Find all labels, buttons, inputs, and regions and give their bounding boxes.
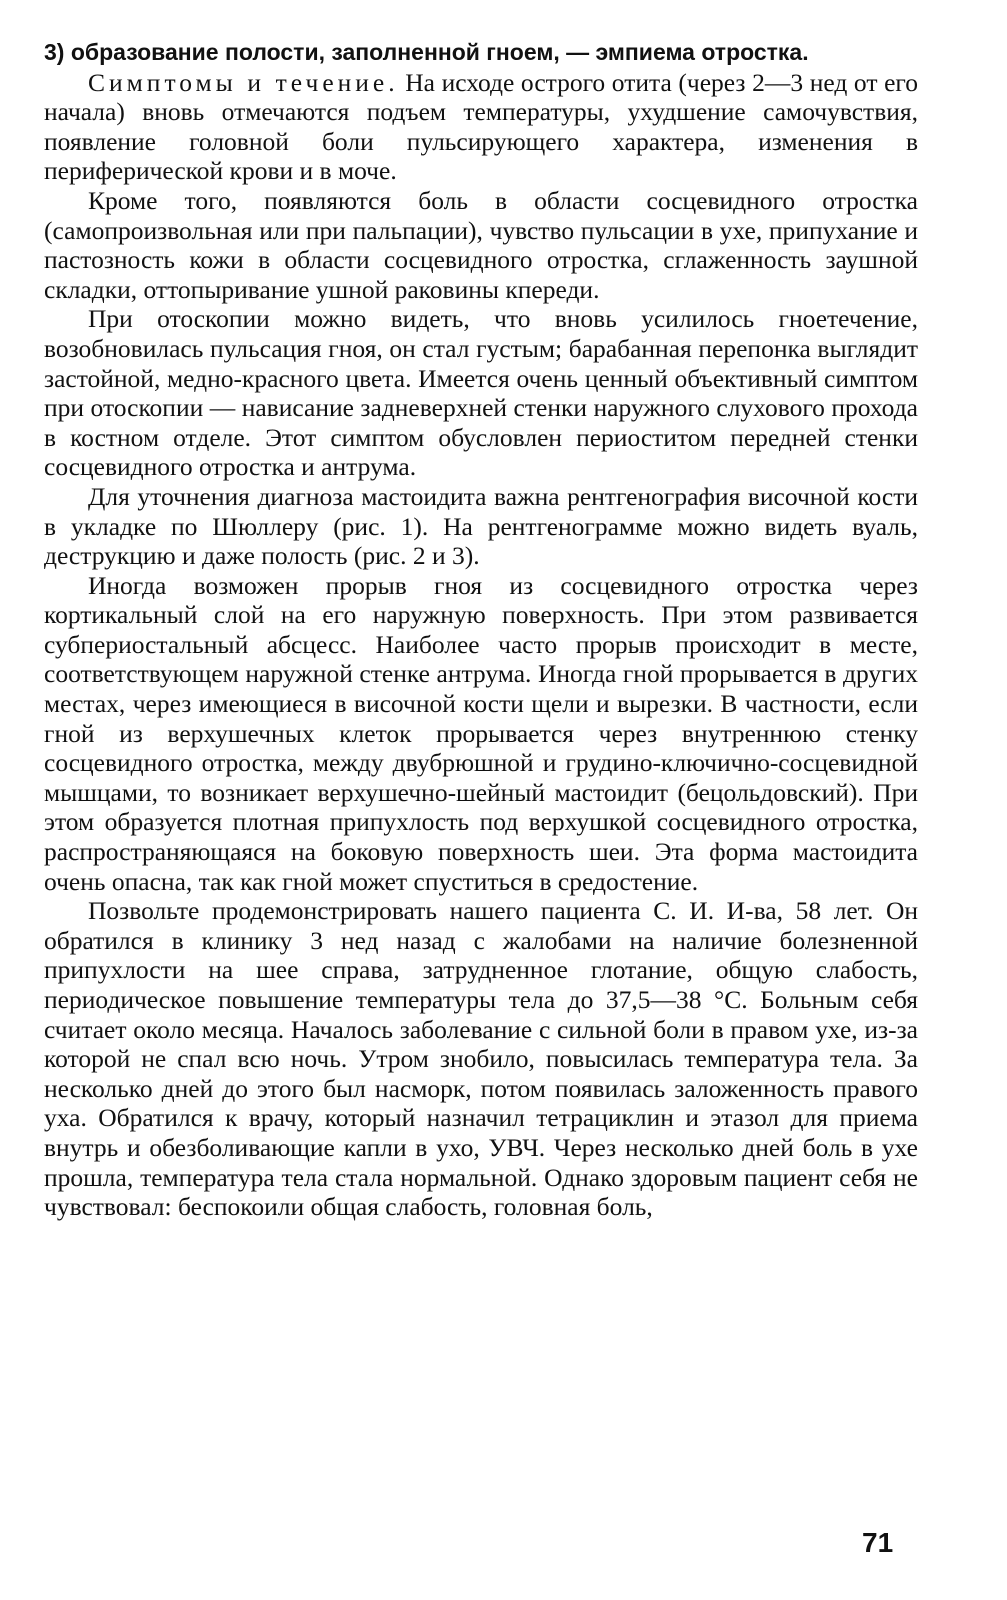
section-lead-symptoms: Симптомы и течение.: [88, 67, 399, 97]
paragraph-otoscopy: При отоскопии можно видеть, что вновь усилилось гноетечение, возобновилась пульсация гноя, он стал густым; барабанная перепонка выглядит застойной, медно-красного цвета. Имеется очень ценный объективный симптом при отоскопии — нависание задневерхней стенки наружного слухового прохода в костном отделе. Этот симптом обусловлен периоститом передней стенки сосцевидного отростка и антрума.: [44, 304, 918, 482]
paragraph-patient-case: Позвольте продемонстрировать нашего пациента С. И. И-ва, 58 лет. Он обратился в клинику 3 нед назад с жалобами на наличие болезненной припухлости на шее справа, затрудненное глотание, общую слабость, периодическое повышение температуры тела до 37,5—38 °С. Больным себя считает около месяца. Началось заболевание с сильной боли в правом ухе, из-за которой не спал всю ночь. Утром знобило, повысилась температура тела. За несколько дней до этого был насморк, потом появилась заложенность правого уха. Обратился к врачу, который назначил тетрациклин и этазол для приема внутрь и обезболивающие капли в ухо, УВЧ. Через несколько дней боль в ухе прошла, температура тела стала нормальной. Однако здоровым пациент себя не чувствовал: беспокоили общая слабость, головная боль,: [44, 896, 918, 1222]
page-body: [44, 38, 918, 1222]
paragraph-radiography: Для уточнения диагноза мастоидита важна рентгенография височной кости в укладке по Шюллеру (рис. 1). На рентгенограмме можно видеть вуаль, деструкцию и даже полость (рис. 2 и 3).: [44, 481, 918, 571]
paragraph-pus-breakthrough: Иногда возможен прорыв гноя из сосцевидного отростка через кортикальный слой на его наружную поверхность. При этом развивается субпериостальный абсцесс. Наиболее часто прорыв происходит в месте, соответствующем наружной стенке антрума. Иногда гной прорывается в других местах, через имеющиеся в височной кости щели и вырезки. В частности, если гной из верхушечных клеток прорывается через внутреннюю стенку сосцевидного отростка, между двубрюшной и грудино-ключично-сосцевидной мышцами, то возникает верхушечно-шейный мастоидит (бецольдовский). При этом образуется плотная припухлость под верхушкой сосцевидного отростка, распространяющаяся на боковую поверхность шеи. Эта форма мастоидита очень опасна, так как гной может спуститься в средостение.: [44, 570, 918, 896]
page-number: 71: [862, 1527, 894, 1558]
paragraph-symptoms-text: На исходе острого отита (через 2—3 нед от его начала) вновь отмечаются подъем температуры, ухудшение самочувствия, появление головной боли пульсирующего характера, изменения в периферической крови и в моче.: [44, 67, 919, 186]
paragraph-local-signs: Кроме того, появляются боль в области сосцевидного отростка (самопроизвольная или при пальпации), чувство пульсации в ухе, припухание и пастозность кожи в области сосцевидного отростка, сглаженность заушной складки, оттопыривание ушной раковины кпереди.: [44, 185, 918, 304]
list-item-empyema: 3) образование полости, заполненной гноем, — эмпиема отростка.: [44, 39, 809, 65]
paragraph-symptoms: [44, 68, 918, 186]
